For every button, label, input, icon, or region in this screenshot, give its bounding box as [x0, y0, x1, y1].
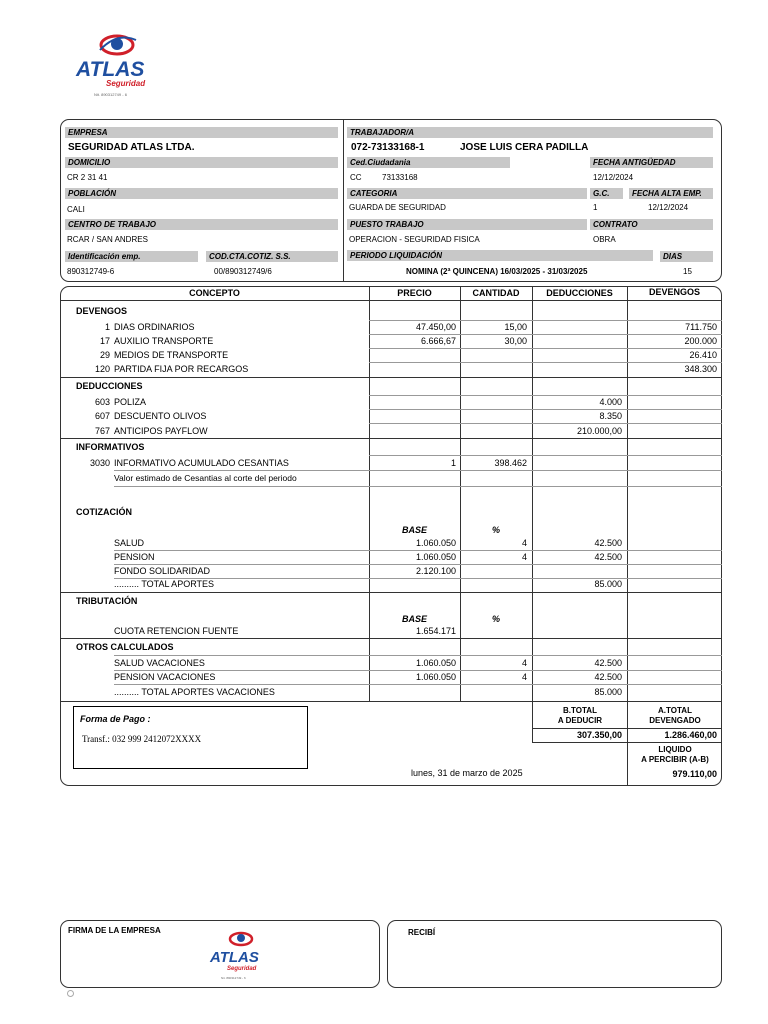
row-name: .......... TOTAL APORTES VACACIONES — [114, 687, 275, 697]
doc-num: 73133168 — [382, 173, 418, 182]
a-total-value: 1.286.460,00 — [664, 730, 717, 740]
gc-label: G.C. — [590, 188, 623, 199]
row-base: 1.060.050 — [415, 658, 456, 668]
row-deduccion: 8.350 — [599, 411, 622, 421]
fecha-ant-label: FECHA ANTIGÜEDAD — [590, 157, 713, 168]
fecha-alta-value: 12/12/2024 — [648, 203, 689, 212]
row-line — [369, 348, 722, 349]
fecha-documento: lunes, 31 de marzo de 2025 — [411, 768, 523, 778]
a-total-label-1: A.TOTAL — [658, 706, 692, 715]
row-line — [369, 362, 722, 363]
logo-sub: Seguridad — [106, 79, 146, 88]
section-deducciones: DEDUCCIONES — [76, 381, 143, 391]
row-deduccion: 210.000,00 — [576, 426, 622, 436]
row-name: DIAS ORDINARIOS — [114, 322, 195, 332]
b-total-line — [532, 728, 627, 729]
row-code: 603 — [94, 397, 110, 407]
row-name: FONDO SOLIDARIDAD — [114, 566, 211, 576]
row-pct: 4 — [521, 672, 527, 682]
empresa-value: SEGURIDAD ATLAS LTDA. — [68, 142, 195, 153]
cedula-label: Ced.Ciudadania — [347, 157, 510, 168]
contrato-value: OBRA — [593, 235, 616, 244]
firma-logo-sub: Seguridad — [227, 966, 257, 972]
row-precio: 47.450,00 — [415, 322, 456, 332]
row-name: PENSION VACACIONES — [114, 672, 216, 682]
ident-value: 890312749-6 — [67, 267, 115, 276]
trabajador-nombre: JOSE LUIS CERA PADILLA — [460, 142, 589, 153]
company-logo — [70, 28, 170, 100]
puesto-value: OPERACION - SEGURIDAD FISICA — [349, 235, 480, 244]
forma-pago-value: Transf.: 032 999 2412072XXXX — [82, 734, 202, 744]
row-deduccion: 42.500 — [594, 552, 622, 562]
firma-logo — [205, 927, 275, 985]
row-devengo: 711.750 — [685, 322, 717, 332]
row-devengo: 348.300 — [684, 364, 717, 374]
row-base: 2.120.100 — [415, 566, 456, 576]
row-line — [114, 486, 722, 487]
row-deduccion: 42.500 — [594, 538, 622, 548]
row-code: 120 — [94, 364, 110, 374]
cot-pct-label: % — [492, 525, 501, 535]
row-line — [114, 564, 722, 565]
liquido-value: 979.110,00 — [672, 769, 717, 779]
firma-logo-brand: ATLAS — [210, 949, 259, 966]
section-devengos: DEVENGOS — [76, 306, 128, 316]
b-total-value: 307.350,00 — [576, 730, 622, 740]
row-line — [369, 320, 722, 321]
atlas-logo-icon — [70, 28, 170, 100]
gc-value: 1 — [593, 203, 598, 212]
periodo-value: NOMINA (2ª QUINCENA) 16/03/2025 - 31/03/2025 — [406, 267, 588, 276]
row-line — [114, 470, 722, 471]
section-tributacion: TRIBUTACIÓN — [76, 596, 138, 606]
row-line — [369, 423, 722, 424]
dias-value: 15 — [683, 267, 692, 276]
row-devengo: 200.000 — [684, 336, 717, 346]
row-precio: 1 — [450, 458, 456, 468]
logo-nit: Nit. 890312749 - 6 — [94, 92, 127, 97]
row-code: 3030 — [89, 458, 110, 468]
dias-label: DIAS — [660, 251, 713, 262]
row-name: INFORMATIVO ACUMULADO CESANTIAS — [114, 458, 289, 468]
domicilio-label: DOMICILIO — [65, 157, 338, 168]
poblacion-value: CALI — [67, 205, 85, 214]
puesto-label: PUESTO TRABAJO — [347, 219, 587, 230]
cot-base-label: BASE — [402, 525, 428, 535]
row-name: SALUD VACACIONES — [114, 658, 205, 668]
row-code: 17 — [99, 336, 110, 346]
fecha-ant-value: 12/12/2024 — [593, 173, 634, 182]
atlas-logo-icon — [205, 927, 275, 985]
row-cantidad: 398.462 — [494, 458, 527, 468]
row-deduccion: 4.000 — [599, 397, 622, 407]
row-base: 1.654.171 — [415, 626, 456, 636]
row-pct: 4 — [521, 658, 527, 668]
contrato-label: CONTRATO — [590, 219, 713, 230]
centro-label: CENTRO DE TRABAJO — [65, 219, 338, 230]
row-name: CUOTA RETENCION FUENTE — [114, 626, 239, 636]
empresa-label: EMPRESA — [65, 127, 338, 138]
row-name: AUXILIO TRANSPORTE — [114, 336, 214, 346]
row-line — [114, 655, 722, 656]
a-total-label-2: DEVENGADO — [649, 716, 701, 725]
liquido-label — [628, 745, 722, 765]
row-line — [369, 409, 722, 410]
trabajador-label: TRABAJADOR/A — [347, 127, 713, 138]
row-code: 607 — [94, 411, 110, 421]
cod-value: 00/890312749/6 — [214, 267, 272, 276]
section-otros: OTROS CALCULADOS — [76, 642, 174, 652]
categoria-value: GUARDA DE SEGURIDAD — [349, 203, 446, 212]
periodo-label: PERIODO LIQUIDACIÓN — [347, 250, 653, 261]
header-deducciones: DEDUCCIONES — [546, 288, 613, 298]
row-name: POLIZA — [114, 397, 147, 407]
header-devengos: DEVENGOS — [648, 287, 700, 297]
firma-empresa-label: FIRMA DE LA EMPRESA — [68, 926, 161, 935]
section-line — [60, 701, 722, 702]
row-code: 29 — [99, 350, 110, 360]
row-base: 1.060.050 — [415, 538, 456, 548]
row-pct: 4 — [521, 538, 527, 548]
row-line — [114, 550, 722, 551]
logo-brand: ATLAS — [76, 58, 145, 81]
section-line — [60, 438, 722, 439]
row-deduccion: 85.000 — [594, 579, 622, 589]
section-informativos: INFORMATIVOS — [76, 442, 145, 452]
row-deduccion: 85.000 — [594, 687, 622, 697]
trib-base-label: BASE — [402, 614, 428, 624]
section-line — [60, 638, 722, 639]
categoria-label: CATEGORIA — [347, 188, 587, 199]
row-name: SALUD — [114, 538, 145, 548]
section-cotizacion: COTIZACIÓN — [76, 507, 132, 517]
domicilio-value: CR 2 31 41 — [67, 173, 108, 182]
firma-logo-nit: Nit. 890312749 - 6 — [221, 976, 246, 980]
liquido-label-1: LIQUIDO — [658, 745, 692, 754]
header-concepto: CONCEPTO — [189, 288, 240, 298]
row-line — [114, 670, 722, 671]
row-line — [369, 334, 722, 335]
a-total-label — [628, 706, 722, 726]
row-base: 1.060.050 — [415, 552, 456, 562]
row-line — [114, 684, 722, 685]
row-pct: 4 — [521, 552, 527, 562]
row-line — [369, 455, 722, 456]
b-total-label-1: B.TOTAL — [563, 706, 597, 715]
ident-label: Identificación emp. — [65, 251, 198, 262]
fecha-alta-label: FECHA ALTA EMP. — [629, 188, 713, 199]
header-divider — [343, 119, 344, 282]
row-cantidad: 30,00 — [504, 336, 527, 346]
row-name: MEDIOS DE TRANSPORTE — [114, 350, 229, 360]
row-devengo: 26.410 — [689, 350, 717, 360]
row-base: 1.060.050 — [415, 672, 456, 682]
row-name: ANTICIPOS PAYFLOW — [114, 426, 208, 436]
section-line — [60, 377, 722, 378]
page-mark — [67, 990, 74, 997]
row-name: PARTIDA FIJA POR RECARGOS — [114, 364, 249, 374]
trib-pct-label: % — [492, 614, 501, 624]
row-name: .......... TOTAL APORTES — [114, 579, 215, 589]
poblacion-label: POBLACIÓN — [65, 188, 338, 199]
centro-value: RCAR / SAN ANDRES — [67, 235, 148, 244]
row-deduccion: 42.500 — [594, 672, 622, 682]
row-deduccion: 42.500 — [594, 658, 622, 668]
doc-tipo: CC — [350, 173, 362, 182]
a-total-line — [627, 728, 722, 729]
cod-label: COD.CTA.COTIZ. S.S. — [206, 251, 338, 262]
forma-pago-label: Forma de Pago : — [80, 714, 151, 724]
b-total-label-2: A DEDUCIR — [557, 716, 603, 725]
row-code: 1 — [104, 322, 110, 332]
section-line — [60, 592, 722, 593]
informativo-note: Valor estimado de Cesantias al corte del periodo — [114, 473, 297, 483]
row-name: DESCUENTO OLIVOS — [114, 411, 207, 421]
row-precio: 6.666,67 — [420, 336, 456, 346]
liquido-label-2: A PERCIBIR (A-B) — [641, 755, 709, 764]
recibi-label: RECIBÍ — [408, 928, 436, 937]
trabajador-codigo: 072-73133168-1 — [351, 142, 425, 153]
row-cantidad: 15,00 — [504, 322, 527, 332]
row-name: PENSION — [114, 552, 155, 562]
totals-line — [532, 742, 722, 743]
row-line — [369, 395, 722, 396]
row-code: 767 — [94, 426, 110, 436]
header-cantidad: CANTIDAD — [472, 288, 520, 298]
recibi-box — [387, 920, 722, 988]
header-precio: PRECIO — [397, 288, 432, 298]
header-row-line — [60, 300, 722, 301]
b-total-label — [533, 706, 627, 726]
